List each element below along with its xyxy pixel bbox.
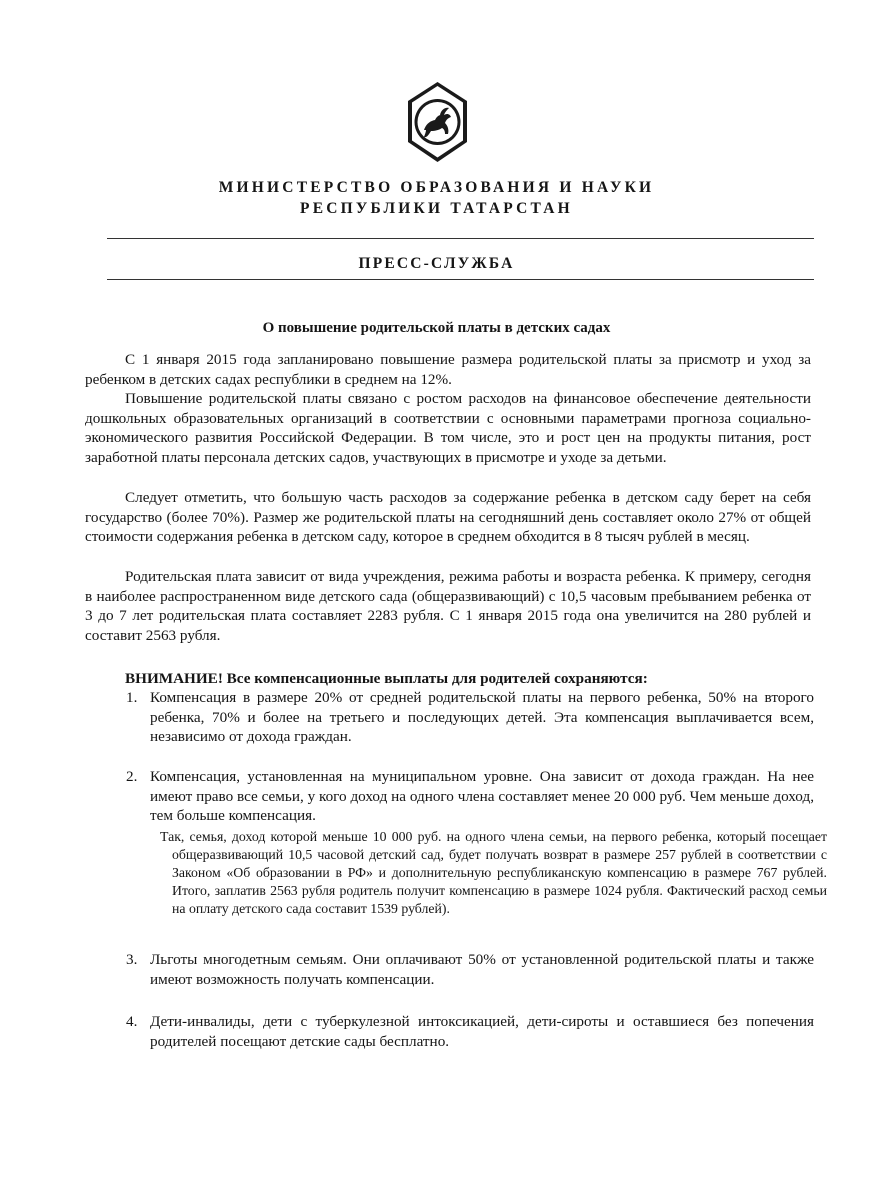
- list-item-number: 3.: [126, 951, 138, 968]
- list-item-text: Льготы многодетным семьям. Они оплачивают 50% от установленной родительской платы и также имеют возможность получать компенсации.: [150, 951, 814, 988]
- attention-heading: ВНИМАНИЕ! Все компенсационные выплаты для родителей сохраняются:: [125, 670, 648, 687]
- list-item-text: Компенсация, установленная на муниципальном уровне. Она зависит от дохода граждан. На нее имеют право все семьи, у кого доход на одного члена составляет менее 20 000 руб. Чем меньше доход, тем больше компенсация.: [150, 768, 814, 824]
- ministry-name-line2: РЕСПУБЛИКИ ТАТАРСТАН: [300, 200, 573, 217]
- header-divider-bottom: [107, 279, 814, 280]
- department-name: ПРЕСС-СЛУЖБА: [358, 255, 515, 272]
- list-item-text: Дети-инвалиды, дети с туберкулезной интоксикацией, дети-сироты и оставшиеся без попечения родителей посещают детские сады бесплатно.: [150, 1013, 814, 1050]
- header-divider-top: [107, 238, 814, 239]
- list-item-number: 1.: [126, 689, 138, 706]
- document-title: О повышение родительской платы в детских садах: [262, 320, 611, 336]
- tatarstan-emblem-icon: [404, 80, 471, 164]
- paragraph-2: Повышение родительской платы связано с ростом расходов на финансовое обеспечение деятельности дошкольных образовательных организаций в соответствии с основными параметрами прогноза социально-экономического развития Российской Федерации. В том числе, это и рост цен на продукты питания, рост заработной платы персонала детских садов, участвующих в присмотре и уходе за детьми.: [85, 390, 811, 466]
- paragraph-4: Родительская плата зависит от вида учреждения, режима работы и возраста ребенка. К примеру, сегодня в наиболее распространенном виде детского сада (общеразвивающий) с 10,5 часовым пребыванием ребенка от 3 до 7 лет родительская плата составляет 2283 рубля. С 1 января 2015 года она увеличится на 280 рублей и составит 2563 рубля.: [85, 568, 811, 644]
- paragraph-1: С 1 января 2015 года запланировано повышение размера родительской платы за присмотр и уход за ребенком в детских садах республики в среднем на 12%.: [85, 351, 811, 388]
- list-item-number: 2.: [126, 768, 138, 785]
- list-item-text: Компенсация в размере 20% от средней родительской платы на первого ребенка, 50% на второго ребенка, 70% и более на третьего и последующих детей. Эта компенсация выплачивается всем, независимо от дохода граждан.: [150, 689, 814, 745]
- list-item-number: 4.: [126, 1013, 138, 1030]
- ministry-name-line1: МИНИСТЕРСТВО ОБРАЗОВАНИЯ И НАУКИ: [218, 179, 655, 196]
- list-item-note: Так, семья, доход которой меньше 10 000 руб. на одного члена семьи, на первого ребенка, который посещает общеразвивающий 10,5 часовой детский сад, будет получать возврат в размере 257 рублей в соответствии с Законом «Об образовании в РФ» и дополнительную республиканскую компенсацию в размере 767 рублей. Итого, заплатив 2563 рубля родитель получит компенсацию в размере 1024 рубля. Фактический расход семьи на оплату детского сада составит 1539 рублей).: [160, 829, 827, 916]
- paragraph-3: Следует отметить, что большую часть расходов за содержание ребенка в детском саду берет на себя государство (более 70%). Размер же родительской платы на сегодняшний день составляет около 27% от общей стоимости содержания ребенка в детском саду, которое в среднем обходится в 8 тысяч рублей в месяц.: [85, 489, 811, 545]
